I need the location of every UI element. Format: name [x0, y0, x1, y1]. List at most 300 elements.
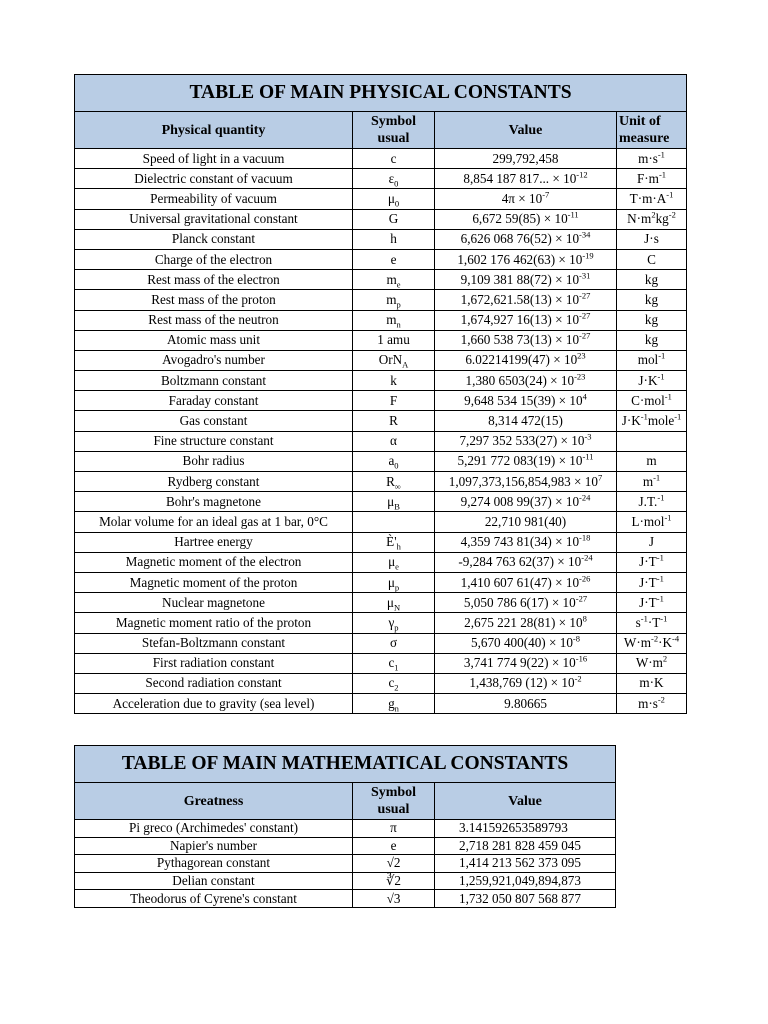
- table-row: [75, 653, 687, 673]
- table-row: [75, 330, 687, 350]
- quantity-cell: Bohr's magnetone: [75, 492, 353, 512]
- unit-cell: [617, 694, 687, 714]
- value-cell: [435, 290, 617, 310]
- quantity-cell: Hartree energy: [75, 532, 353, 552]
- value-text: 5,050 786 6(17) × 10: [463, 594, 576, 610]
- value-text: 9,109 381 88(72) × 10: [460, 271, 580, 287]
- symbol-cell: [353, 532, 435, 552]
- unit-text: s: [635, 614, 641, 630]
- unit-exponent: -1: [640, 613, 648, 624]
- value-cell: 1,259,921,049,894,873: [435, 872, 616, 890]
- symbol-cell: [353, 653, 435, 673]
- unit-cell: [617, 270, 687, 290]
- symbol-text: m: [386, 312, 397, 328]
- symbol-cell: [353, 633, 435, 653]
- value-exponent: -19: [582, 250, 594, 261]
- value-cell: 1,414 213 562 373 095: [435, 855, 616, 873]
- physical-table-header: [75, 112, 687, 149]
- symbol-text: α: [390, 433, 397, 449]
- symbol-text: γ: [388, 614, 395, 630]
- symbol-subscript: ∞: [394, 481, 401, 492]
- unit-cell: [617, 431, 687, 451]
- table-row: [75, 613, 687, 633]
- unit-cell: [617, 633, 687, 653]
- quantity-cell: Gas constant: [75, 411, 353, 431]
- value-cell: [435, 169, 617, 189]
- symbol-subscript: n: [396, 319, 401, 330]
- value-cell: [435, 189, 617, 209]
- unit-text: J·K: [621, 413, 641, 429]
- value-text: 6,672 59(85) × 10: [472, 211, 568, 227]
- unit-cell: [617, 552, 687, 572]
- value-exponent: -27: [579, 290, 591, 301]
- symbol-cell: √2: [353, 855, 435, 873]
- unit-text: L·mol: [631, 513, 665, 529]
- unit-text: m·K: [639, 675, 664, 691]
- value-text: 9.80665: [504, 695, 547, 711]
- unit-exponent: -2: [657, 694, 665, 705]
- symbol-cell: [353, 694, 435, 714]
- value-cell: 1,732 050 807 568 877: [435, 890, 616, 908]
- symbol-cell: [353, 391, 435, 411]
- header-greatness: Greatness: [75, 783, 353, 820]
- value-exponent: 7: [597, 472, 603, 483]
- symbol-text: c: [388, 675, 395, 691]
- value-text: 6.02214199(47) × 10: [465, 352, 578, 368]
- unit-text: mol: [637, 352, 659, 368]
- symbol-subscript: B: [394, 501, 400, 512]
- symbol-subscript: 0: [394, 198, 400, 209]
- value-text: 6,626 068 76(52) × 10: [460, 231, 580, 247]
- value-text: 1,410 607 61(47) × 10: [460, 574, 580, 590]
- value-cell: [435, 209, 617, 229]
- symbol-text: OrN: [378, 352, 403, 368]
- unit-cell: [617, 371, 687, 391]
- value-cell: [435, 249, 617, 269]
- quantity-cell: Rest mass of the proton: [75, 290, 353, 310]
- unit-text: m: [646, 453, 657, 469]
- value-text: 1,380 6503(24) × 10: [465, 372, 575, 388]
- value-cell: [435, 371, 617, 391]
- symbol-cell: [353, 330, 435, 350]
- symbol-cell: [353, 249, 435, 269]
- unit-cell: [617, 310, 687, 330]
- header-symbol-line2: usual: [377, 131, 410, 146]
- unit-cell: [617, 411, 687, 431]
- unit-text: J: [648, 534, 655, 550]
- value-cell: [435, 451, 617, 471]
- unit-cell: [617, 653, 687, 673]
- value-exponent: -18: [579, 532, 591, 543]
- table-row: [75, 633, 687, 653]
- value-exponent: 4: [582, 391, 587, 402]
- unit-cell: [617, 189, 687, 209]
- symbol-cell: [353, 472, 435, 492]
- table-row: [75, 189, 687, 209]
- table-row: [75, 169, 687, 189]
- value-text: -9,284 763 62(37) × 10: [458, 554, 582, 570]
- unit-cell: [617, 492, 687, 512]
- symbol-text: e: [390, 251, 397, 267]
- value-cell: [435, 694, 617, 714]
- table-row: [75, 890, 616, 908]
- symbol-text: a: [388, 453, 395, 469]
- unit-exponent: -2: [651, 633, 659, 644]
- unit-text: kg: [644, 332, 659, 348]
- unit-text: W·m: [623, 635, 651, 651]
- header-math-value: Value: [435, 783, 616, 820]
- table-row: [75, 512, 687, 532]
- symbol-text: μ: [387, 190, 395, 206]
- value-exponent: -3: [584, 431, 592, 442]
- unit-cell: [617, 209, 687, 229]
- unit-text-2: ·T: [647, 614, 661, 630]
- value-cell: [435, 633, 617, 653]
- quantity-cell: Stefan-Boltzmann constant: [75, 633, 353, 653]
- symbol-text: h: [390, 231, 397, 247]
- unit-text: m·s: [638, 695, 658, 711]
- value-cell: 2,718 281 828 459 045: [435, 837, 616, 855]
- table-row: [75, 451, 687, 471]
- unit-cell: [617, 472, 687, 492]
- value-cell: [435, 431, 617, 451]
- value-exponent: 23: [577, 351, 586, 362]
- value-text: 5,291 772 083(19) × 10: [457, 453, 583, 469]
- symbol-cell: [353, 209, 435, 229]
- unit-cell: [617, 229, 687, 249]
- symbol-cell: ∛2: [353, 872, 435, 890]
- unit-exponent: -1: [656, 552, 664, 563]
- unit-cell: [617, 673, 687, 693]
- value-text: 1,097,373,156,854,983 × 10: [448, 473, 598, 489]
- value-exponent: -31: [579, 270, 591, 281]
- symbol-cell: [353, 350, 435, 370]
- table-row: [75, 431, 687, 451]
- symbol-subscript: e: [395, 561, 399, 572]
- math-table-title: TABLE OF MAIN MATHEMATICAL CONSTANTS: [75, 746, 616, 783]
- value-text: 1,438,769 (12) × 10: [469, 675, 575, 691]
- value-cell: [435, 572, 617, 592]
- header-value: Value: [435, 112, 617, 149]
- value-text: 9,274 008 99(37) × 10: [460, 493, 580, 509]
- unit-exponent: -1: [657, 149, 665, 160]
- value-cell: [435, 512, 617, 532]
- quantity-cell: Fine structure constant: [75, 431, 353, 451]
- value-text: 1,602 176 462(63) × 10: [457, 251, 583, 267]
- unit-text: C: [647, 251, 656, 267]
- unit-text: C·mol: [631, 392, 665, 408]
- table-row: [75, 673, 687, 693]
- unit-text: m: [642, 473, 654, 489]
- table-row: [75, 694, 687, 714]
- physical-constants-table: [74, 74, 687, 714]
- header-symbol-line1: Symbol: [370, 114, 417, 129]
- quantity-cell: Charge of the electron: [75, 249, 353, 269]
- table-row: [75, 472, 687, 492]
- table-row: [75, 290, 687, 310]
- value-text: 1,660 538 73(13) × 10: [460, 332, 580, 348]
- unit-text: F·m: [636, 170, 659, 186]
- unit-exponent: -1: [664, 512, 672, 523]
- quantity-cell: Rydberg constant: [75, 472, 353, 492]
- symbol-text: μ: [388, 554, 396, 570]
- header-math-symbol-line2: usual: [377, 802, 410, 817]
- symbol-cell: [353, 451, 435, 471]
- quantity-cell: Rest mass of the neutron: [75, 310, 353, 330]
- value-cell: [435, 411, 617, 431]
- symbol-text: μ: [387, 574, 395, 590]
- unit-cell: [617, 290, 687, 310]
- symbol-text: R: [389, 413, 398, 429]
- unit-cell: [617, 350, 687, 370]
- unit-text: kg: [644, 291, 659, 307]
- unit-text: kg: [644, 271, 659, 287]
- value-cell: [435, 552, 617, 572]
- value-exponent: -11: [567, 209, 579, 220]
- symbol-subscript: e: [396, 279, 401, 290]
- unit-exponent: -1: [666, 189, 674, 200]
- symbol-cell: π: [353, 820, 435, 838]
- table-row: [75, 209, 687, 229]
- symbol-cell: [353, 371, 435, 391]
- value-cell: [435, 653, 617, 673]
- value-exponent: -27: [579, 330, 591, 341]
- symbol-cell: [353, 270, 435, 290]
- header-unit: [617, 112, 687, 149]
- value-text: 8,314 472(15): [488, 413, 563, 429]
- symbol-text: m: [386, 291, 397, 307]
- unit-cell: [617, 572, 687, 592]
- value-text: 5,670 400(40) × 10: [470, 635, 573, 651]
- symbol-subscript: p: [394, 622, 399, 633]
- unit-text-2: kg: [655, 211, 669, 227]
- symbol-cell: [353, 431, 435, 451]
- unit-exponent-2: -4: [672, 633, 680, 644]
- table-row: [75, 593, 687, 613]
- symbol-cell: [353, 189, 435, 209]
- unit-cell: [617, 149, 687, 169]
- symbol-text: μ: [387, 493, 395, 509]
- symbol-text: m: [386, 271, 397, 287]
- unit-cell: [617, 249, 687, 269]
- symbol-subscript: p: [394, 582, 400, 593]
- unit-text: T·m·A: [629, 190, 667, 206]
- unit-exponent: -1: [658, 169, 667, 180]
- value-text: 4,359 743 81(34) × 10: [460, 534, 580, 550]
- mathematical-constants-table: [74, 745, 616, 908]
- value-cell: [435, 270, 617, 290]
- quantity-cell: Magnetic moment ratio of the proton: [75, 613, 353, 633]
- value-text: 7,297 352 533(27) × 10: [459, 433, 585, 449]
- symbol-cell: [353, 512, 435, 532]
- value-exponent: -26: [579, 573, 591, 584]
- quantity-cell: First radiation constant: [75, 653, 353, 673]
- header-math-symbol-line1: Symbol: [370, 785, 417, 800]
- value-cell: [435, 149, 617, 169]
- value-cell: [435, 613, 617, 633]
- symbol-text: σ: [389, 635, 398, 651]
- unit-cell: [617, 330, 687, 350]
- value-text: 299,792,458: [492, 150, 559, 166]
- header-physical-quantity: Physical quantity: [75, 112, 353, 149]
- value-exponent: -7: [542, 189, 550, 200]
- value-text: 9,648 534 15(39) × 10: [464, 392, 583, 408]
- table-row: [75, 872, 616, 890]
- unit-exponent: -1: [664, 391, 672, 402]
- symbol-text: R: [386, 473, 395, 489]
- math-table-header: [75, 783, 616, 820]
- value-text: 3,741 774 9(22) × 10: [463, 655, 576, 671]
- quantity-cell: Acceleration due to gravity (sea level): [75, 694, 353, 714]
- unit-exponent: -1: [657, 371, 665, 382]
- unit-text: J·T: [639, 554, 657, 570]
- unit-text: J.T.: [638, 493, 658, 509]
- unit-cell: [617, 451, 687, 471]
- unit-text: W·m: [635, 655, 663, 671]
- symbol-text: 1 amu: [377, 332, 410, 348]
- table-row: [75, 492, 687, 512]
- quantity-cell: Avogadro's number: [75, 350, 353, 370]
- value-cell: [435, 532, 617, 552]
- symbol-cell: [353, 290, 435, 310]
- value-cell: [435, 472, 617, 492]
- math-table-body: [75, 820, 616, 908]
- value-exponent: -34: [579, 229, 591, 240]
- symbol-subscript: A: [402, 360, 409, 371]
- symbol-text: F: [389, 392, 398, 408]
- quantity-cell: Molar volume for an ideal gas at 1 bar, 0°C: [75, 512, 353, 532]
- table-row: [75, 249, 687, 269]
- symbol-text: ε: [388, 170, 395, 186]
- value-cell: [435, 330, 617, 350]
- symbol-cell: [353, 411, 435, 431]
- value-cell: [435, 310, 617, 330]
- table-row: [75, 855, 616, 873]
- symbol-cell: [353, 593, 435, 613]
- table-row: [75, 149, 687, 169]
- quantity-cell: Atomic mass unit: [75, 330, 353, 350]
- value-cell: 3.141592653589793: [435, 820, 616, 838]
- symbol-text: È': [386, 534, 397, 550]
- unit-cell: [617, 593, 687, 613]
- quantity-cell: Faraday constant: [75, 391, 353, 411]
- symbol-cell: [353, 552, 435, 572]
- value-text: 2,675 221 28(81) × 10: [464, 614, 583, 630]
- symbol-text: μ: [386, 594, 394, 610]
- symbol-subscript: p: [396, 299, 401, 310]
- unit-exponent: -1: [658, 351, 666, 362]
- symbol-text: k: [390, 372, 397, 388]
- unit-text-2: mole: [647, 413, 675, 429]
- symbol-cell: [353, 613, 435, 633]
- greatness-cell: Delian constant: [75, 872, 353, 890]
- symbol-cell: √3: [353, 890, 435, 908]
- unit-text-2: ·K: [658, 635, 673, 651]
- unit-exponent: -1: [653, 472, 661, 483]
- unit-text: N·m: [627, 211, 652, 227]
- unit-exponent-2: -2: [668, 209, 676, 220]
- quantity-cell: Dielectric constant of vacuum: [75, 169, 353, 189]
- value-exponent: -12: [576, 169, 588, 180]
- table-row: [75, 391, 687, 411]
- symbol-subscript: 1: [394, 662, 399, 673]
- quantity-cell: Planck constant: [75, 229, 353, 249]
- value-cell: [435, 492, 617, 512]
- value-text: 22,710 981(40): [484, 513, 567, 529]
- greatness-cell: Pi greco (Archimedes' constant): [75, 820, 353, 838]
- unit-cell: [617, 613, 687, 633]
- symbol-subscript: 0: [394, 461, 399, 472]
- value-exponent: -16: [575, 653, 588, 664]
- table-row: [75, 837, 616, 855]
- symbol-cell: [353, 229, 435, 249]
- symbol-subscript: n: [394, 703, 399, 714]
- value-text: 4π × 10: [501, 190, 543, 206]
- header-unit-line1: Unit of: [619, 114, 661, 129]
- value-text: 8,854 187 817... × 10: [463, 170, 577, 186]
- unit-text: J·T: [639, 594, 657, 610]
- value-cell: [435, 673, 617, 693]
- unit-exponent-2: -1: [660, 613, 668, 624]
- quantity-cell: Speed of light in a vacuum: [75, 149, 353, 169]
- table-row: [75, 552, 687, 572]
- greatness-cell: Napier's number: [75, 837, 353, 855]
- unit-cell: [617, 391, 687, 411]
- unit-exponent: 2: [651, 209, 656, 220]
- symbol-subscript: h: [396, 541, 401, 552]
- quantity-cell: Magnetic moment of the electron: [75, 552, 353, 572]
- symbol-cell: [353, 149, 435, 169]
- table-row: [75, 229, 687, 249]
- unit-exponent-2: -1: [674, 411, 682, 422]
- quantity-cell: Rest mass of the electron: [75, 270, 353, 290]
- symbol-text: G: [388, 211, 399, 227]
- unit-cell: [617, 169, 687, 189]
- value-exponent: -27: [575, 593, 588, 604]
- symbol-text: c: [390, 150, 397, 166]
- quantity-cell: Nuclear magnetone: [75, 593, 353, 613]
- value-text: 1,672,621.58(13) × 10: [460, 291, 580, 307]
- header-math-symbol: [353, 783, 435, 820]
- unit-text: J·s: [644, 231, 659, 247]
- physical-table-title: TABLE OF MAIN PHYSICAL CONSTANTS: [75, 75, 687, 112]
- value-cell: [435, 593, 617, 613]
- value-exponent: -27: [579, 310, 591, 321]
- table-row: [75, 270, 687, 290]
- unit-exponent: -1: [656, 593, 664, 604]
- unit-exponent: 2: [662, 653, 668, 664]
- greatness-cell: Theodorus of Cyrene's constant: [75, 890, 353, 908]
- unit-text: m·s: [638, 150, 658, 166]
- quantity-cell: Bohr radius: [75, 451, 353, 471]
- physical-table-body: [75, 149, 687, 714]
- symbol-subscript: N: [393, 602, 401, 613]
- quantity-cell: Universal gravitational constant: [75, 209, 353, 229]
- header-symbol: [353, 112, 435, 149]
- value-cell: [435, 350, 617, 370]
- quantity-cell: Boltzmann constant: [75, 371, 353, 391]
- unit-exponent: -1: [640, 411, 648, 422]
- unit-text: J·T: [639, 574, 657, 590]
- unit-text: kg: [644, 312, 659, 328]
- table-row: [75, 411, 687, 431]
- value-cell: [435, 391, 617, 411]
- value-exponent: -2: [574, 674, 582, 685]
- table-row: [75, 820, 616, 838]
- table-row: [75, 532, 687, 552]
- table-row: [75, 371, 687, 391]
- unit-cell: [617, 532, 687, 552]
